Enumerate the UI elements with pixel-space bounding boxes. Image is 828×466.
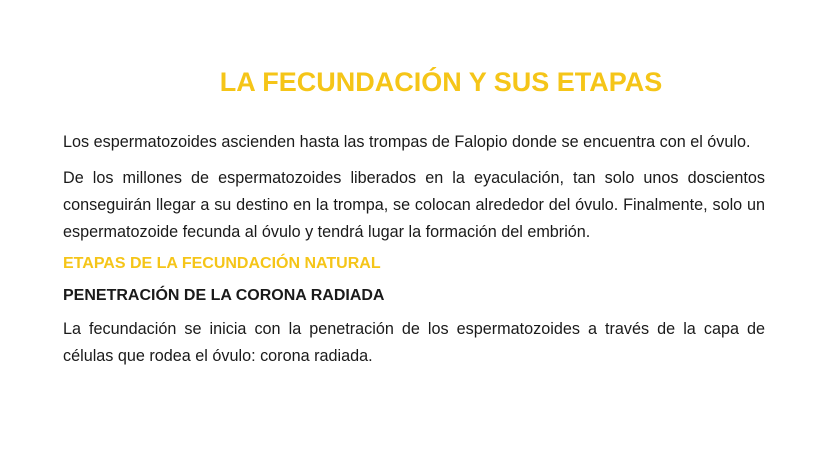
slide-content [63,129,765,370]
detail-paragraph: De los millones de espermatozoides liberados en la eyaculación, tan solo unos doscientos conseguirán llegar a su destino en la trompa, se colocan alrededor del óvulo. Finalmente, solo un espermatozoide fecunda al óvulo y tendrá lugar la formación del embrión. [63,169,765,241]
intro-paragraph: Los espermatozoides ascienden hasta las trompas de Falopio donde se encuentra con el óvulo. [63,133,751,151]
stage-heading: PENETRACIÓN DE LA CORONA RADIADA [63,287,385,304]
slide-title: LA FECUNDACIÓN Y SUS ETAPAS [219,67,663,97]
section-heading: ETAPAS DE LA FECUNDACIÓN NATURAL [63,255,381,272]
stage-paragraph: La fecundación se inicia con la penetración de los espermatozoides a través de la capa de células que rodea el óvulo: corona radiada. [63,320,765,365]
